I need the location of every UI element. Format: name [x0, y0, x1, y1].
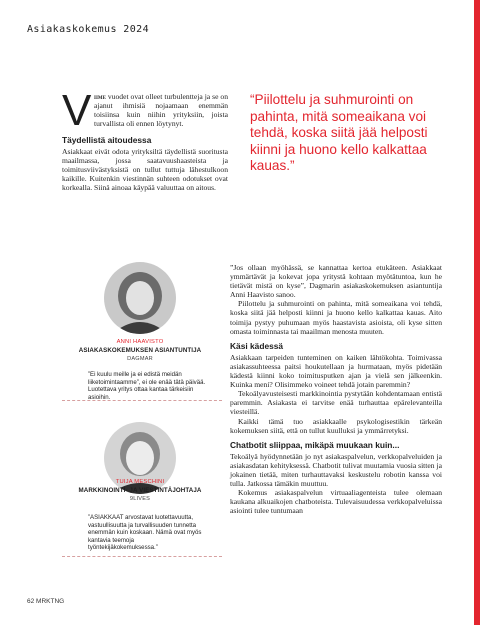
paragraph: ”Jos ollaan myöhässä, se kannattaa kertoa etukäteen. Asiakkaat ymmärtävät ja kokevat jopa yritystä kohtaan myötätuntoa, kun he tietävät mistä on kyse”, Dagmarin asiakaskokemuksen asiantuntija Anni Haavisto sanoo.	[230, 263, 442, 300]
section-heading: Chatbotit sliippaa, mikäpä muukaan kuin...	[230, 439, 400, 450]
right-column	[230, 263, 442, 515]
paragraph: Piilottelu ja suhmurointi on pahinta, mitä someaikana voi tehdä, koska siitä jää helposti kiinni ja huono kello kalkattaa kauas. Aito toimija pystyy puhumaan myös haastavista asioista, oli kyse sitten omasta toiminnasta tai maailman menosta muuten.	[230, 299, 442, 336]
paragraph: Tekoälyavusteisesti markkinointia pystytään kohdentamaan entistä paremmin. Asiakasta ei tarvitse enää turhauttaa epärelevanteilla viesteillä.	[230, 389, 442, 417]
person-quote: ”ASIAKKAAT arvostavat luotettavuutta, vastuullisuutta ja turvallisuuden tunnetta enemmän kuin koskaan. Nämä ovat myös kantavia teemoja työntekijäkokemuksessa.”	[88, 514, 202, 552]
person-role: MARKKINOINTI- JA VIESTINTÄJOHTAJA	[78, 487, 202, 494]
page-footer: 62 MRKTNG	[27, 598, 65, 605]
section-aitous	[62, 136, 228, 193]
person-organization: DAGMAR	[127, 356, 153, 362]
divider	[62, 556, 222, 557]
section-heading: Täydellistä aitoudessa	[62, 135, 152, 145]
person-quote: ”Ei kuulu meille ja ei edistä meidän liiketoimintaamme”, ei ole enää tätä päivää. Luotettava yritys ottaa kantaa tärkeisiin asioihin.	[88, 371, 206, 401]
person-organization: 9LIVES	[129, 496, 151, 502]
paragraph: Asiakkaan tarpeiden tunteminen on kaiken lähtökohta. Toimivassa asiakassuhteessa paitsi houkutellaan ja hurmataan, myös pidetään kädestä kiinni koko toimitusputken ajan ja vielä sen jälkeenkin. Kuinka meni? Olisimmeko voineet tehdä jotain paremmin?	[230, 352, 442, 390]
intro-paragraph	[94, 92, 228, 128]
section-heading: Käsi kädessä	[230, 340, 284, 351]
page-edge-accent-bar	[474, 0, 480, 625]
person-role: ASIAKASKOKEMUKSEN ASIANTUNTIJA	[78, 347, 202, 354]
paragraph: Kaikki tämä tuo asiakkaalle psykologisestikin tärkeän kokemuksen siitä, että on tullut kuulluksi ja ymmärretyksi.	[230, 416, 442, 435]
avatar-anni-haavisto	[104, 262, 176, 334]
paragraph: Tekoälyä hyödynnetään jo nyt asiakaspalvelun, verkkopalveluiden ja asiakasdatan kehityksessä. Chatbotit tulivat muutamia vuosia sitten ja jokainen tietää, miten turhauttavaksi keskustelu robotin kanssa voi tulla. Jatkossa tämäkin muuttuu.	[230, 451, 442, 489]
person-name: TUIJA MESCHINI	[115, 479, 165, 485]
section-paragraph: Asiakkaat eivät odota yrityksiltä täydellistä suoritusta maailmassa, jossa saatavuushaasteista ja toimitusviivästyksistä on tullut tuttuja lähestulkoon kaikille. Kuitenkin viestinnän suhteen odotukset ovat korkealla. Siinä ainoaa käypää valuuttaa on aitous.	[62, 147, 228, 193]
section-header: Asiakaskokemus 2024	[27, 24, 149, 35]
intro-smallcaps: iime	[94, 92, 106, 101]
drop-cap: V	[62, 86, 92, 135]
divider	[62, 400, 222, 401]
paragraph: Kokemus asiakaspalvelun virtuaaliagenteista tulee olemaan kaukana alkuaikojen chatboteista. Tulevaisuudessa verkkopalveluissa asiointi tulee tuntumaan	[230, 488, 442, 516]
intro-text: vuodet ovat olleet turbulentteja ja se on ajanut ihmisiä nojaamaan enemmän toisiinsa kuin niihin yrityksiin, joista turvallista oli ennen löytynyt.	[94, 92, 228, 129]
pull-quote: “Piilottelu ja suhmurointi on pahinta, mitä someaikana voi tehdä, koska siitä jää helposti kiinni ja huono kello kalkattaa kauas.”	[250, 92, 428, 174]
person-name: ANNI HAAVISTO	[116, 339, 164, 345]
